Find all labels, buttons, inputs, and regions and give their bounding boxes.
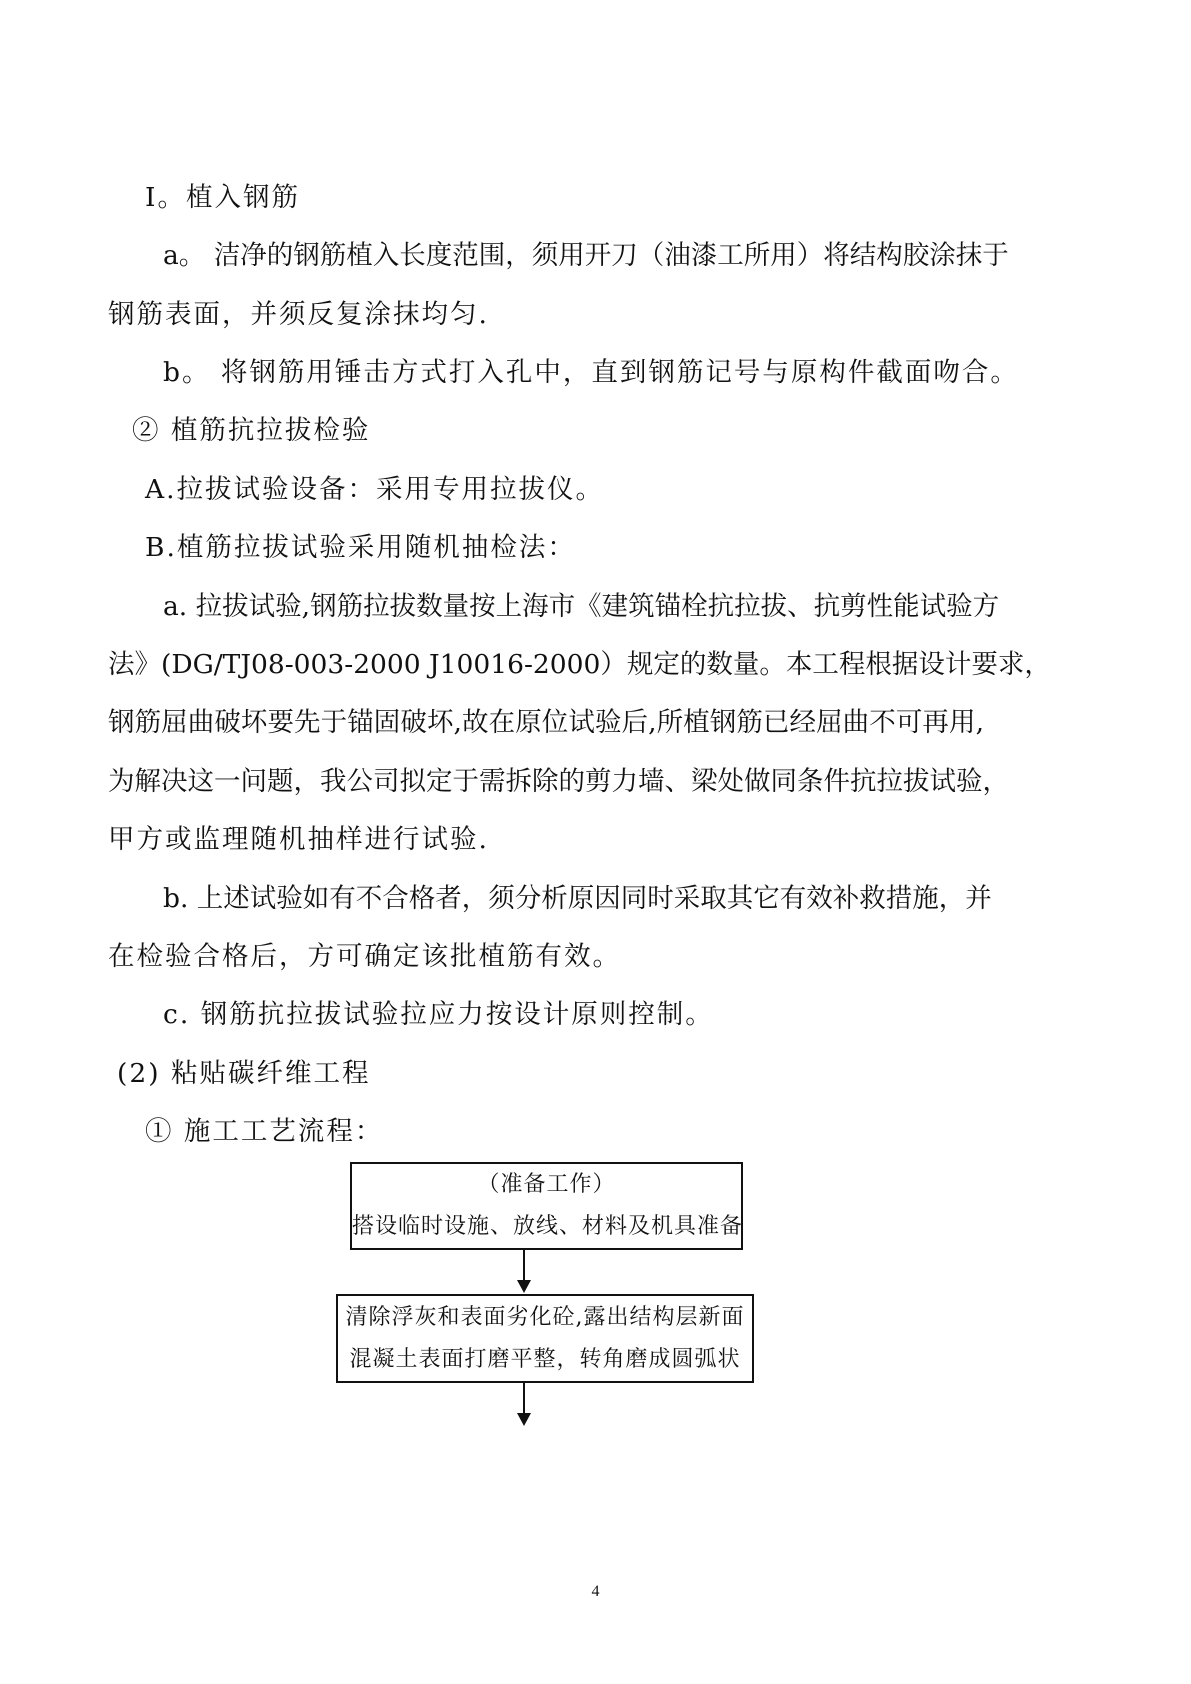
flowchart-step-label: 混凝土表面打磨平整，转角磨成圆弧状 — [349, 1347, 741, 1372]
paragraph-b: b。 将钢筋用锤击方式打入孔中，直到钢筋记号与原构件截面吻合。 — [163, 357, 1019, 388]
section-heading-rebar-insertion: I。植入钢筋 — [145, 182, 300, 213]
flowchart-step-surface-prep — [336, 1294, 754, 1383]
paragraph-a-line: 钢筋屈曲破坏要先于锚固破坏,故在原位试验后,所植钢筋已经屈曲不可再用, — [108, 707, 984, 738]
flowchart-step-label: 清除浮灰和表面劣化砼,露出结构层新面 — [345, 1305, 745, 1330]
paragraph-b-line: b. 上述试验如有不合格者，须分析原因同时采取其它有效补救措施，并 — [163, 883, 992, 914]
paragraph-a-line: a. 拉拔试验,钢筋拉拔数量按上海市《建筑锚栓抗拉拔、抗剪性能试验方 — [163, 591, 1000, 622]
paragraph-a-line: 甲方或监理随机抽样进行试验. — [108, 824, 489, 855]
paragraph-c: c. 钢筋抗拉拔试验拉应力按设计原则控制。 — [163, 999, 714, 1030]
flowchart-arrow-down — [512, 1250, 536, 1294]
flowchart-arrow-down — [512, 1383, 536, 1427]
item-B: B.植筋拉拔试验采用随机抽检法： — [145, 532, 576, 563]
paragraph-a-line: 法》(DG/TJ08-003-2000 J10016-2000）规定的数量。本工程根据设计要求， — [108, 649, 1051, 680]
paragraph-a-line: 钢筋表面，并须反复涂抹均匀. — [108, 299, 489, 330]
page-number: 4 — [591, 1583, 600, 1600]
section-heading-pullout-test: ② 植筋抗拉拔检验 — [132, 415, 371, 446]
subheading-process-flow: ① 施工工艺流程： — [145, 1116, 384, 1147]
paragraph-a-line: a。 洁净的钢筋植入长度范围，须用开刀（油漆工所用）将结构胶涂抹于 — [163, 240, 1009, 271]
item-A: A.拉拔试验设备：采用专用拉拔仪。 — [145, 474, 605, 505]
flowchart-step-label: 搭设临时设施、放线、材料及机具准备 — [352, 1214, 744, 1239]
flowchart-step-label: （准备工作） — [477, 1172, 616, 1197]
paragraph-a-line: 为解决这一问题，我公司拟定于需拆除的剪力墙、梁处做同条件抗拉拔试验， — [108, 766, 1009, 797]
paragraph-b-line: 在检验合格后，方可确定该批植筋有效。 — [108, 941, 621, 972]
flowchart-step-preparation — [350, 1162, 743, 1250]
section-heading-carbon-fiber: (2) 粘贴碳纤维工程 — [117, 1058, 371, 1089]
